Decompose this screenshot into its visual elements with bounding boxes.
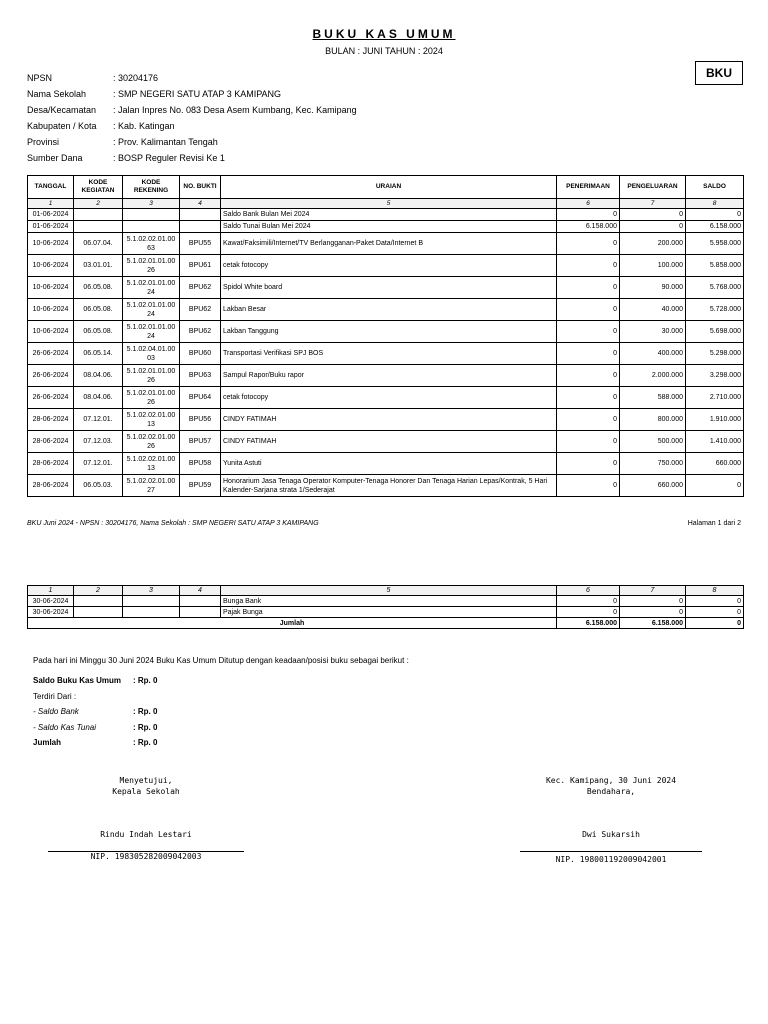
column-number: 6 (557, 199, 620, 209)
ledger-body-page2 (28, 586, 744, 629)
summary-value: : Rp. 0 (133, 707, 158, 716)
left-signature-nip: NIP. 198305282009042003 (90, 852, 202, 861)
summary-value: : Rp. 0 (133, 738, 158, 747)
column-number: 8 (686, 586, 744, 596)
cell-kegiatan: 06.05.08. (74, 321, 123, 343)
cell-bukti: BPU60 (180, 343, 221, 365)
cell-saldo: 5.728.000 (686, 299, 744, 321)
cell-rekening: 5.1.02.02.01.0026 (123, 431, 180, 453)
cell-tanggal: 28-06-2024 (28, 453, 74, 475)
cell-penerimaan: 0 (557, 299, 620, 321)
cell-penerimaan: 6.158.000 (557, 221, 620, 233)
cell-saldo: 0 (686, 607, 744, 618)
info-label: Provinsi (27, 137, 60, 147)
cell-saldo: 2.710.000 (686, 387, 744, 409)
cell-rekening (123, 607, 180, 618)
column-number: 7 (620, 199, 686, 209)
cell-saldo: 0 (686, 475, 744, 497)
bku-badge: BKU (695, 61, 743, 85)
cell-pengeluaran: 500.000 (620, 431, 686, 453)
cell-tanggal: 10-06-2024 (28, 277, 74, 299)
cell-bukti: BPU59 (180, 475, 221, 497)
cell-pengeluaran: 660.000 (620, 475, 686, 497)
cell-kegiatan (74, 221, 123, 233)
header-tanggal: TANGGAL (28, 176, 74, 199)
cell-bukti: BPU56 (180, 409, 221, 431)
info-label: Sumber Dana (27, 153, 83, 163)
table-row (28, 209, 744, 221)
cell-kegiatan: 06.05.08. (74, 277, 123, 299)
cash-ledger-table-page2 (27, 585, 744, 629)
right-signature-nip: NIP. 198001192009042001 (555, 855, 667, 864)
summary-row-bank (33, 704, 157, 720)
right-signature-name: Dwi Sukarsih (582, 830, 640, 839)
right-signature-place-date: Kec. Kamipang, 30 Juni 2024 (545, 776, 677, 785)
cell-pengeluaran: 0 (620, 221, 686, 233)
column-number: 3 (123, 199, 180, 209)
cell-saldo: 5.698.000 (686, 321, 744, 343)
cell-bukti (180, 209, 221, 221)
table-row (28, 221, 744, 233)
table-header-row (28, 176, 744, 199)
cell-uraian: Saldo Tunai Bulan Mei 2024 (221, 221, 557, 233)
cell-tanggal: 30-06-2024 (28, 596, 74, 607)
cell-penerimaan: 0 (557, 343, 620, 365)
info-label: Kabupaten / Kota (27, 121, 97, 131)
cell-pengeluaran: 588.000 (620, 387, 686, 409)
column-number: 7 (620, 586, 686, 596)
cell-pengeluaran: 400.000 (620, 343, 686, 365)
cell-penerimaan: 0 (557, 431, 620, 453)
cell-saldo: 3.298.000 (686, 365, 744, 387)
info-value: : Jalan Inpres No. 083 Desa Asem Kumbang, Kec. Kamipang (113, 105, 357, 115)
cell-saldo: 6.158.000 (686, 221, 744, 233)
cell-kegiatan (74, 607, 123, 618)
cell-uraian: Lakban Besar (221, 299, 557, 321)
cell-uraian: CINDY FATIMAH (221, 409, 557, 431)
total-label: Jumlah (28, 618, 557, 629)
summary-label: Terdiri Dari : (33, 691, 77, 701)
right-signature-line (520, 851, 702, 852)
column-number: 5 (221, 199, 557, 209)
cell-bukti (180, 607, 221, 618)
info-row-address (27, 102, 357, 118)
cell-kegiatan: 07.12.01. (74, 409, 123, 431)
summary-label: - Saldo Kas Tunai (33, 722, 96, 732)
cell-bukti: BPU64 (180, 387, 221, 409)
right-signature-title: Bendahara, (586, 787, 636, 796)
summary-row-saldo (33, 673, 157, 689)
cell-tanggal: 28-06-2024 (28, 431, 74, 453)
cell-uraian: Kawat/Faksimili/Internet/TV Berlangganan-Paket Data/Internet B (221, 233, 557, 255)
cell-pengeluaran: 30.000 (620, 321, 686, 343)
cell-penerimaan: 0 (557, 255, 620, 277)
column-number: 1 (28, 586, 74, 596)
document-title: BUKU KAS UMUM (312, 27, 456, 41)
table-row (28, 409, 744, 431)
cell-tanggal: 28-06-2024 (28, 475, 74, 497)
cell-rekening: 5.1.02.02.01.0027 (123, 475, 180, 497)
cell-tanggal: 01-06-2024 (28, 209, 74, 221)
table-row (28, 607, 744, 618)
header-saldo: SALDO (686, 176, 744, 199)
cell-rekening: 5.1.02.01.01.0026 (123, 387, 180, 409)
cell-rekening: 5.1.02.02.01.0013 (123, 409, 180, 431)
cell-tanggal: 10-06-2024 (28, 255, 74, 277)
balance-summary (33, 673, 157, 751)
cell-uraian: Yunita Astuti (221, 453, 557, 475)
cell-uraian: cetak fotocopy (221, 387, 557, 409)
cash-ledger-table (27, 175, 744, 497)
info-value: : SMP NEGERI SATU ATAP 3 KAMIPANG (113, 89, 282, 99)
cell-penerimaan: 0 (557, 607, 620, 618)
cell-tanggal: 10-06-2024 (28, 233, 74, 255)
info-row-regency (27, 118, 357, 134)
cell-pengeluaran: 0 (620, 596, 686, 607)
cell-pengeluaran: 40.000 (620, 299, 686, 321)
total-row (28, 618, 744, 629)
info-label: Nama Sekolah (27, 89, 87, 99)
info-row-npsn (27, 70, 357, 86)
cell-rekening (123, 209, 180, 221)
info-label: Desa/Kecamatan (27, 105, 97, 115)
cell-kegiatan: 06.05.14. (74, 343, 123, 365)
cell-saldo: 1.910.000 (686, 409, 744, 431)
table-row (28, 233, 744, 255)
info-value: : Prov. Kalimantan Tengah (113, 137, 218, 147)
left-signature-title: Kepala Sekolah (112, 787, 180, 796)
cell-pengeluaran: 90.000 (620, 277, 686, 299)
cell-rekening: 5.1.02.01.01.0024 (123, 277, 180, 299)
cell-penerimaan: 0 (557, 409, 620, 431)
cell-uraian: CINDY FATIMAH (221, 431, 557, 453)
cell-penerimaan: 0 (557, 475, 620, 497)
cell-saldo: 0 (686, 596, 744, 607)
column-number-row (28, 199, 744, 209)
column-number: 6 (557, 586, 620, 596)
cell-kegiatan: 06.05.08. (74, 299, 123, 321)
header-penerimaan: PENERIMAAN (557, 176, 620, 199)
cell-uraian: Bunga Bank (221, 596, 557, 607)
cell-rekening: 5.1.02.04.01.0003 (123, 343, 180, 365)
table-row (28, 596, 744, 607)
cell-penerimaan: 0 (557, 596, 620, 607)
cell-bukti: BPU62 (180, 299, 221, 321)
table-row (28, 255, 744, 277)
info-row-school-name (27, 86, 357, 102)
table-row (28, 387, 744, 409)
info-value: : Kab. Katingan (113, 121, 175, 131)
cell-saldo: 660.000 (686, 453, 744, 475)
school-info (27, 70, 357, 166)
cell-pengeluaran: 0 (620, 209, 686, 221)
header-no-bukti: NO. BUKTI (180, 176, 221, 199)
cell-pengeluaran: 0 (620, 607, 686, 618)
header-uraian: URAIAN (221, 176, 557, 199)
table-row (28, 277, 744, 299)
cell-kegiatan: 07.12.01. (74, 453, 123, 475)
cell-rekening: 5.1.02.02.01.0063 (123, 233, 180, 255)
column-number: 4 (180, 586, 221, 596)
cell-uraian: Spidol White board (221, 277, 557, 299)
summary-label: - Saldo Bank (33, 707, 79, 716)
cell-rekening (123, 596, 180, 607)
cell-tanggal: 28-06-2024 (28, 409, 74, 431)
cell-uraian: Honorarium Jasa Tenaga Operator Komputer-Tenaga Honorer Dan Tenaga Harian Lepas/Kontrak, 5 Hari Kalender-Sarjana strata 1/Sederajat (221, 475, 557, 497)
cell-uraian: Sampul Rapor/Buku rapor (221, 365, 557, 387)
cell-kegiatan: 06.05.03. (74, 475, 123, 497)
cell-penerimaan: 0 (557, 233, 620, 255)
left-signature-approval: Menyetujui, (119, 776, 173, 785)
cell-pengeluaran: 2.000.000 (620, 365, 686, 387)
cell-penerimaan: 0 (557, 387, 620, 409)
cell-tanggal: 26-06-2024 (28, 387, 74, 409)
cell-pengeluaran: 750.000 (620, 453, 686, 475)
column-number: 2 (74, 199, 123, 209)
cell-kegiatan: 03.01.01. (74, 255, 123, 277)
column-number: 4 (180, 199, 221, 209)
cell-bukti: BPU55 (180, 233, 221, 255)
column-number: 1 (28, 199, 74, 209)
cell-bukti: BPU58 (180, 453, 221, 475)
cell-saldo: 5.298.000 (686, 343, 744, 365)
cell-tanggal: 26-06-2024 (28, 343, 74, 365)
column-number: 5 (221, 586, 557, 596)
cell-tanggal: 26-06-2024 (28, 365, 74, 387)
cell-saldo: 5.958.000 (686, 233, 744, 255)
cell-saldo: 5.768.000 (686, 277, 744, 299)
ledger-body (28, 209, 744, 497)
cell-penerimaan: 0 (557, 365, 620, 387)
summary-row-tunai (33, 720, 157, 736)
cell-rekening: 5.1.02.01.01.0026 (123, 365, 180, 387)
cell-rekening (123, 221, 180, 233)
cell-kegiatan (74, 596, 123, 607)
cell-saldo: 5.858.000 (686, 255, 744, 277)
cell-kegiatan: 08.04.06. (74, 387, 123, 409)
table-row (28, 475, 744, 497)
table-row (28, 453, 744, 475)
document-subtitle: BULAN : JUNI TAHUN : 2024 (325, 46, 443, 56)
summary-label: Saldo Buku Kas Umum (33, 676, 122, 685)
cell-rekening: 5.1.02.01.01.0024 (123, 321, 180, 343)
column-number: 2 (74, 586, 123, 596)
cell-kegiatan: 07.12.03. (74, 431, 123, 453)
cell-pengeluaran: 200.000 (620, 233, 686, 255)
cell-uraian: Lakban Tanggung (221, 321, 557, 343)
total-saldo: 0 (686, 618, 744, 629)
table-row (28, 343, 744, 365)
cell-bukti (180, 596, 221, 607)
cell-tanggal: 10-06-2024 (28, 321, 74, 343)
cell-kegiatan (74, 209, 123, 221)
header-kode-kegiatan: KODE KEGIATAN (74, 176, 123, 199)
cell-saldo: 0 (686, 209, 744, 221)
cell-kegiatan: 08.04.06. (74, 365, 123, 387)
column-number: 8 (686, 199, 744, 209)
cell-penerimaan: 0 (557, 209, 620, 221)
info-value: : 30204176 (113, 73, 159, 83)
summary-value: : Rp. 0 (133, 676, 158, 685)
column-number-row (28, 586, 744, 596)
cell-penerimaan: 0 (557, 277, 620, 299)
table-row (28, 365, 744, 387)
cell-bukti: BPU61 (180, 255, 221, 277)
cell-bukti: BPU62 (180, 321, 221, 343)
info-value: : BOSP Reguler Revisi Ke 1 (113, 153, 225, 163)
table-row (28, 299, 744, 321)
page-number: Halaman 1 dari 2 (687, 520, 741, 527)
info-label: NPSN (27, 73, 53, 83)
cell-kegiatan: 06.07.04. (74, 233, 123, 255)
cell-tanggal: 01-06-2024 (28, 221, 74, 233)
total-penerimaan: 6.158.000 (557, 618, 620, 629)
cell-tanggal: 10-06-2024 (28, 299, 74, 321)
cell-rekening: 5.1.02.02.01.0013 (123, 453, 180, 475)
cell-rekening: 5.1.02.01.01.0026 (123, 255, 180, 277)
total-pengeluaran: 6.158.000 (620, 618, 686, 629)
left-signature-name: Rindu Indah Lestari (100, 830, 192, 839)
info-row-fund-source (27, 150, 357, 166)
cell-bukti (180, 221, 221, 233)
header-pengeluaran: PENGELUARAN (620, 176, 686, 199)
column-number: 3 (123, 586, 180, 596)
cell-rekening: 5.1.02.01.01.0024 (123, 299, 180, 321)
closing-statement: Pada hari ini Minggu 30 Juni 2024 Buku Kas Umum Ditutup dengan keadaan/posisi buku sebagai berikut : (33, 656, 409, 665)
table-row (28, 321, 744, 343)
summary-label: Jumlah (33, 738, 62, 747)
cell-uraian: Pajak Bunga (221, 607, 557, 618)
header-kode-rekening: KODE REKENING (123, 176, 180, 199)
cell-bukti: BPU63 (180, 365, 221, 387)
info-row-province (27, 134, 357, 150)
cell-pengeluaran: 100.000 (620, 255, 686, 277)
page-footer-info: BKU Juni 2024 - NPSN : 30204176, Nama Sekolah : SMP NEGERI SATU ATAP 3 KAMIPANG (27, 520, 319, 527)
cell-uraian: Saldo Bank Bulan Mei 2024 (221, 209, 557, 221)
cell-uraian: Transportasi Verifikasi SPJ BOS (221, 343, 557, 365)
cell-bukti: BPU62 (180, 277, 221, 299)
cell-uraian: cetak fotocopy (221, 255, 557, 277)
cell-penerimaan: 0 (557, 453, 620, 475)
summary-row-terdiri (33, 689, 157, 705)
summary-value: : Rp. 0 (133, 722, 158, 732)
summary-row-jumlah (33, 735, 157, 751)
cell-bukti: BPU57 (180, 431, 221, 453)
cell-saldo: 1.410.000 (686, 431, 744, 453)
cell-tanggal: 30-06-2024 (28, 607, 74, 618)
table-row (28, 431, 744, 453)
cell-penerimaan: 0 (557, 321, 620, 343)
cell-pengeluaran: 800.000 (620, 409, 686, 431)
